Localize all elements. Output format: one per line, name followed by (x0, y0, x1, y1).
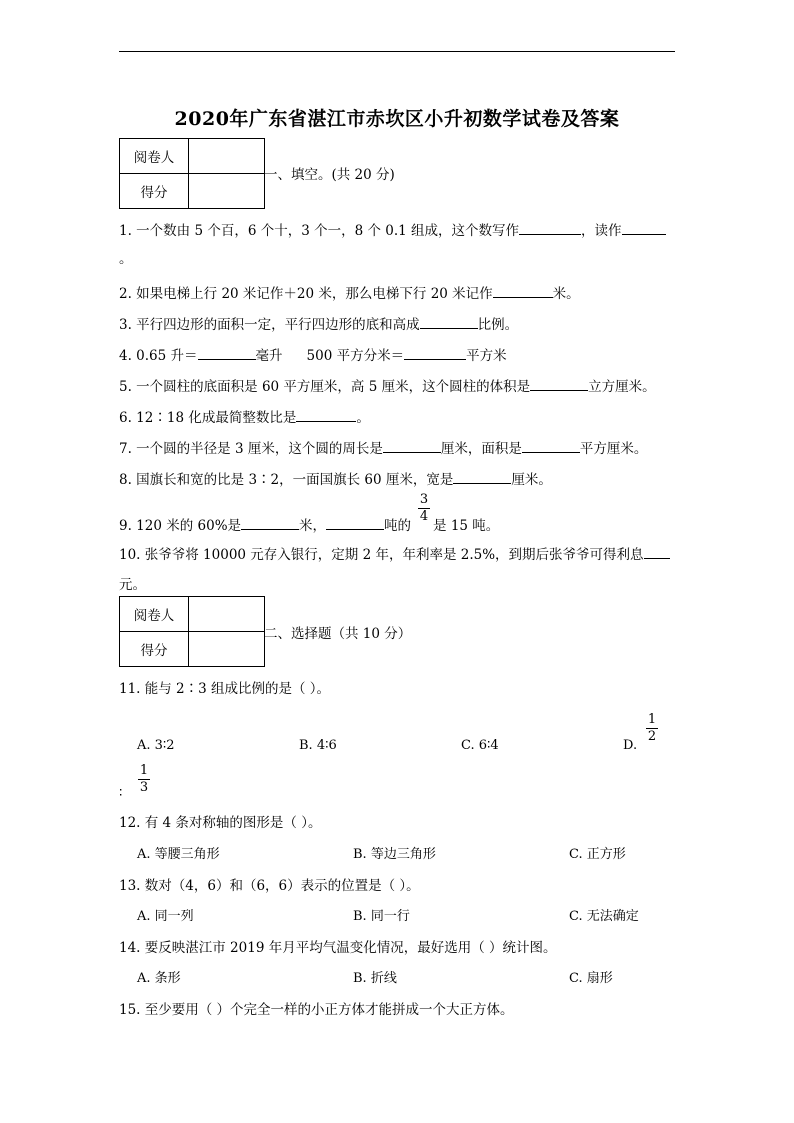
q9-text-c: 吨的 (384, 518, 412, 534)
q6-blank (296, 410, 356, 422)
score-box-2 (189, 632, 265, 667)
question-7 (119, 437, 647, 457)
q6-text-a: 6. 12∶18 化成最简整数比是 (119, 410, 297, 426)
q2-text-a: 2. 如果电梯上行 20 米记作＋20 米，那么电梯下行 20 米记作 (119, 286, 493, 302)
q9-blank-2 (326, 518, 384, 530)
q13-option-c: C. 无法确定 (569, 909, 639, 924)
grader-table-2 (119, 596, 265, 667)
q7-blank-1 (383, 441, 441, 453)
grader-table-1 (119, 138, 265, 209)
q11-d-num-1: 1 (647, 712, 657, 727)
score-label-2: 得分 (120, 632, 189, 667)
q14-option-c: C. 扇形 (569, 971, 613, 986)
q11-d-fraction-1 (646, 713, 658, 744)
q4-text-d: 平方米 (466, 348, 507, 364)
q7-text-c: 平方厘米。 (579, 441, 648, 457)
q11-d-fraction-2 (138, 764, 150, 795)
q13-option-b: B. 同一行 (353, 909, 410, 924)
q9-text-a: 9. 120 米的 60%是 (119, 518, 242, 534)
question-3 (119, 313, 518, 333)
question-4 (119, 344, 507, 364)
q1-text-b: ，读作 (581, 223, 622, 239)
reviewer-label: 阅卷人 (120, 139, 189, 174)
q4-text-c: 500 平方分米＝ (306, 348, 405, 364)
q8-text-b: 厘米。 (511, 472, 552, 488)
q12-option-b: B. 等边三角形 (353, 847, 436, 862)
question-1 (119, 219, 666, 239)
q1-blank-2 (622, 223, 666, 235)
q11-d-den-1: 2 (647, 729, 657, 744)
q14-option-a: A. 条形 (137, 971, 181, 986)
section-2-heading: 二、选择题（共 10 分） (264, 626, 412, 642)
q3-blank (420, 317, 478, 329)
q11-option-a: A. 3∶2 (137, 738, 175, 753)
q12-option-c: C. 正方形 (569, 847, 626, 862)
reviewer-box (189, 139, 265, 174)
q3-text-a: 3. 平行四边形的面积一定，平行四边形的底和高成 (119, 317, 420, 333)
q5-blank (530, 379, 588, 391)
q11-option-d: D. (623, 738, 638, 753)
q9-fraction (418, 493, 430, 524)
q1-blank-1 (519, 223, 581, 235)
question-5 (119, 375, 656, 395)
question-11: 11. 能与 2∶3 组成比例的是（ ）。 (119, 681, 331, 697)
q9-blank-1 (241, 518, 299, 530)
q3-text-b: 比例。 (477, 317, 519, 333)
question-9 (119, 514, 499, 534)
q11-option-c: C. 6∶4 (461, 738, 499, 753)
q4-text-b: 毫升 (255, 348, 283, 364)
q6-text-b: 。 (356, 410, 370, 426)
q4-text-a: 4. 0.65 升＝ (119, 348, 198, 364)
q8-blank (453, 472, 511, 484)
section-1-heading: 一、填空。(共 20 分) (264, 167, 395, 183)
question-15: 15. 至少要用（ ）个完全一样的小正方体才能拼成一个大正方体。 (119, 1002, 514, 1018)
q2-blank (493, 286, 553, 298)
score-label: 得分 (120, 174, 189, 209)
reviewer-box-2 (189, 597, 265, 632)
q9-text-d: 是 15 吨。 (433, 518, 500, 534)
header-rule (119, 51, 675, 52)
question-8 (119, 468, 552, 488)
q1-end: 。 (119, 251, 133, 267)
q13-option-a: A. 同一列 (137, 909, 194, 924)
q11-d-den-2: 3 (139, 780, 149, 795)
q4-blank-2 (404, 348, 466, 360)
question-12: 12. 有 4 条对称轴的图形是（ ）。 (119, 815, 322, 831)
question-13: 13. 数对（4，6）和（6，6）表示的位置是（ ）。 (119, 878, 420, 894)
q14-option-b: B. 折线 (353, 971, 397, 986)
q9-fraction-numerator: 3 (419, 492, 429, 507)
q11-d-separator: ∶ (119, 786, 123, 801)
score-box (189, 174, 265, 209)
q7-blank-2 (522, 441, 580, 453)
page-title: 2020年广东省湛江市赤坎区小升初数学试卷及答案 (174, 108, 620, 130)
q7-text-a: 7. 一个圆的半径是 3 厘米，这个圆的周长是 (119, 441, 383, 457)
q10-blank (644, 547, 670, 559)
q8-text-a: 8. 国旗长和宽的比是 3∶2，一面国旗长 60 厘米，宽是 (119, 472, 454, 488)
q9-fraction-denominator: 4 (419, 509, 429, 524)
q9-text-b: 米， (299, 518, 327, 534)
q11-option-b: B. 4∶6 (299, 738, 337, 753)
q5-text-b: 立方厘米。 (588, 379, 656, 395)
question-2 (119, 282, 580, 302)
q10-end: 元。 (119, 577, 146, 593)
question-14: 14. 要反映湛江市 2019 年月平均气温变化情况，最好选用（ ）统计图。 (119, 940, 557, 956)
q5-text-a: 5. 一个圆柱的底面积是 60 平方厘米，高 5 厘米，这个圆柱的体积是 (119, 379, 531, 395)
q2-text-b: 米。 (552, 286, 580, 302)
q10-text-a: 10. 张爷爷将 10000 元存入银行，定期 2 年，年利率是 2.5%，到期后张爷爷可得利息 (119, 547, 644, 563)
q1-text-a: 1. 一个数由 5 个百，6 个十，3 个一，8 个 0.1 组成，这个数写作 (119, 223, 520, 239)
question-6 (119, 406, 370, 426)
q12-option-a: A. 等腰三角形 (137, 847, 220, 862)
q4-blank-1 (198, 348, 256, 360)
reviewer-label-2: 阅卷人 (120, 597, 189, 632)
q11-d-num-2: 1 (139, 763, 149, 778)
q7-text-b: 厘米，面积是 (440, 441, 522, 457)
question-10 (119, 543, 670, 563)
